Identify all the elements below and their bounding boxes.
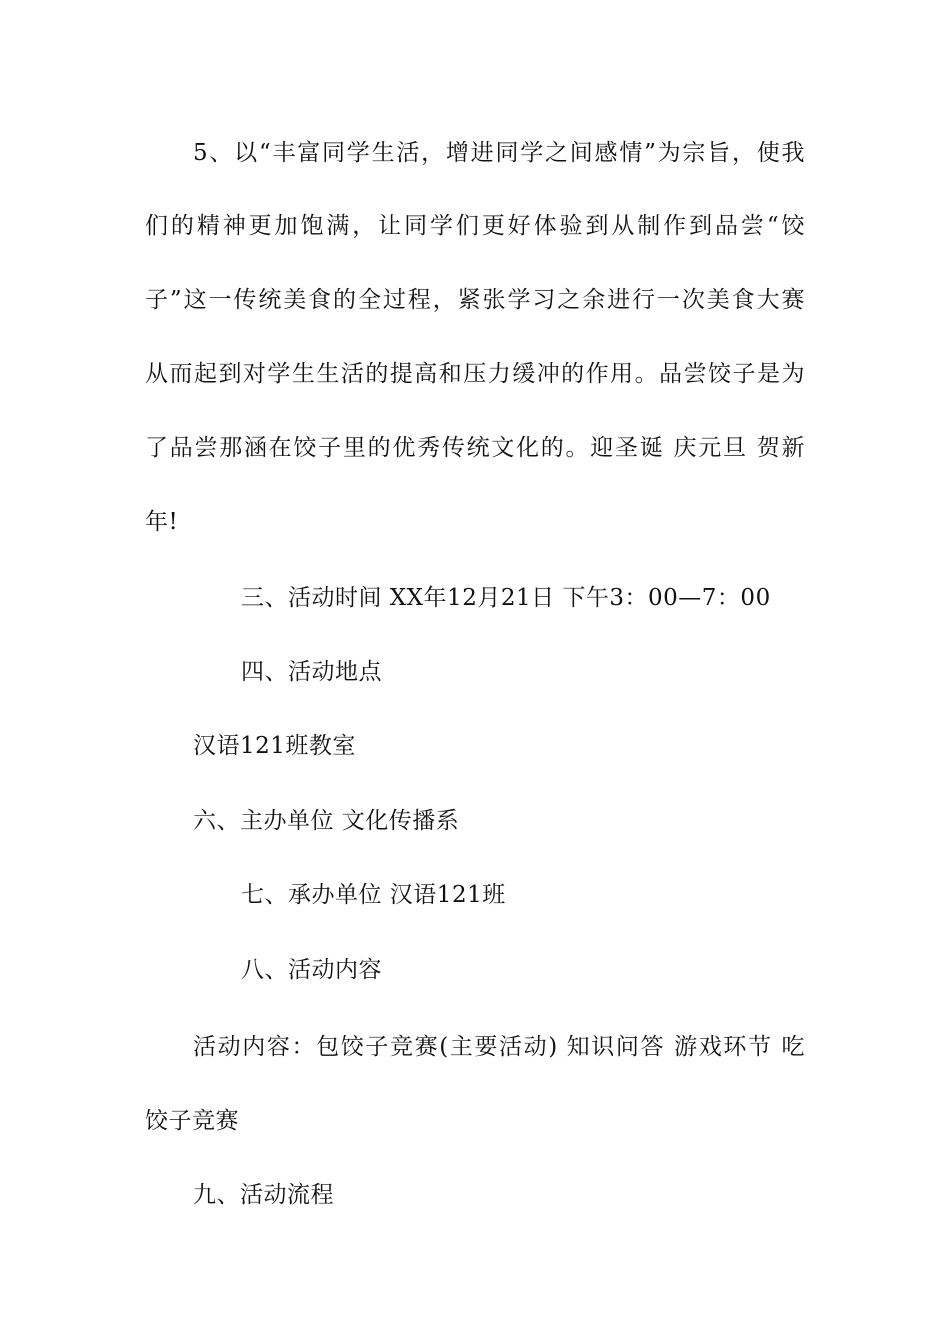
paragraph-5-line-4: 从而起到对学生生活的提高和压力缓冲的作用。品尝饺子是为 xyxy=(145,361,805,387)
section-9-heading: 九、活动流程 xyxy=(193,1182,334,1208)
section-6-organizer: 六、主办单位 文化传播系 xyxy=(193,808,460,834)
section-8-heading: 八、活动内容 xyxy=(241,957,382,983)
paragraph-5-line-1: 5、以“丰富同学生活，增进同学之间感情”为宗旨，使我 xyxy=(193,140,805,166)
paragraph-5-line-2: 们的精神更加饱满，让同学们更好体验到从制作到品尝“饺 xyxy=(145,213,805,239)
activity-content-line-2: 饺子竞赛 xyxy=(145,1108,239,1134)
paragraph-5-line-5: 了品尝那涵在饺子里的优秀传统文化的。迎圣诞 庆元旦 贺新 xyxy=(145,435,805,461)
section-7-co-organizer: 七、承办单位 汉语121班 xyxy=(241,882,506,908)
paragraph-5-line-3: 子”这一传统美食的全过程，紧张学习之余进行一次美食大赛 xyxy=(145,287,805,313)
venue-text: 汉语121班教室 xyxy=(193,733,356,759)
paragraph-5-line-6: 年! xyxy=(145,509,179,535)
section-3-activity-time: 三、活动时间 XX年12月21日 下午3：00—7：00 xyxy=(241,585,771,611)
activity-content-line-1: 活动内容：包饺子竞赛(主要活动) 知识问答 游戏环节 吃 xyxy=(193,1034,805,1060)
section-4-heading: 四、活动地点 xyxy=(241,659,382,685)
